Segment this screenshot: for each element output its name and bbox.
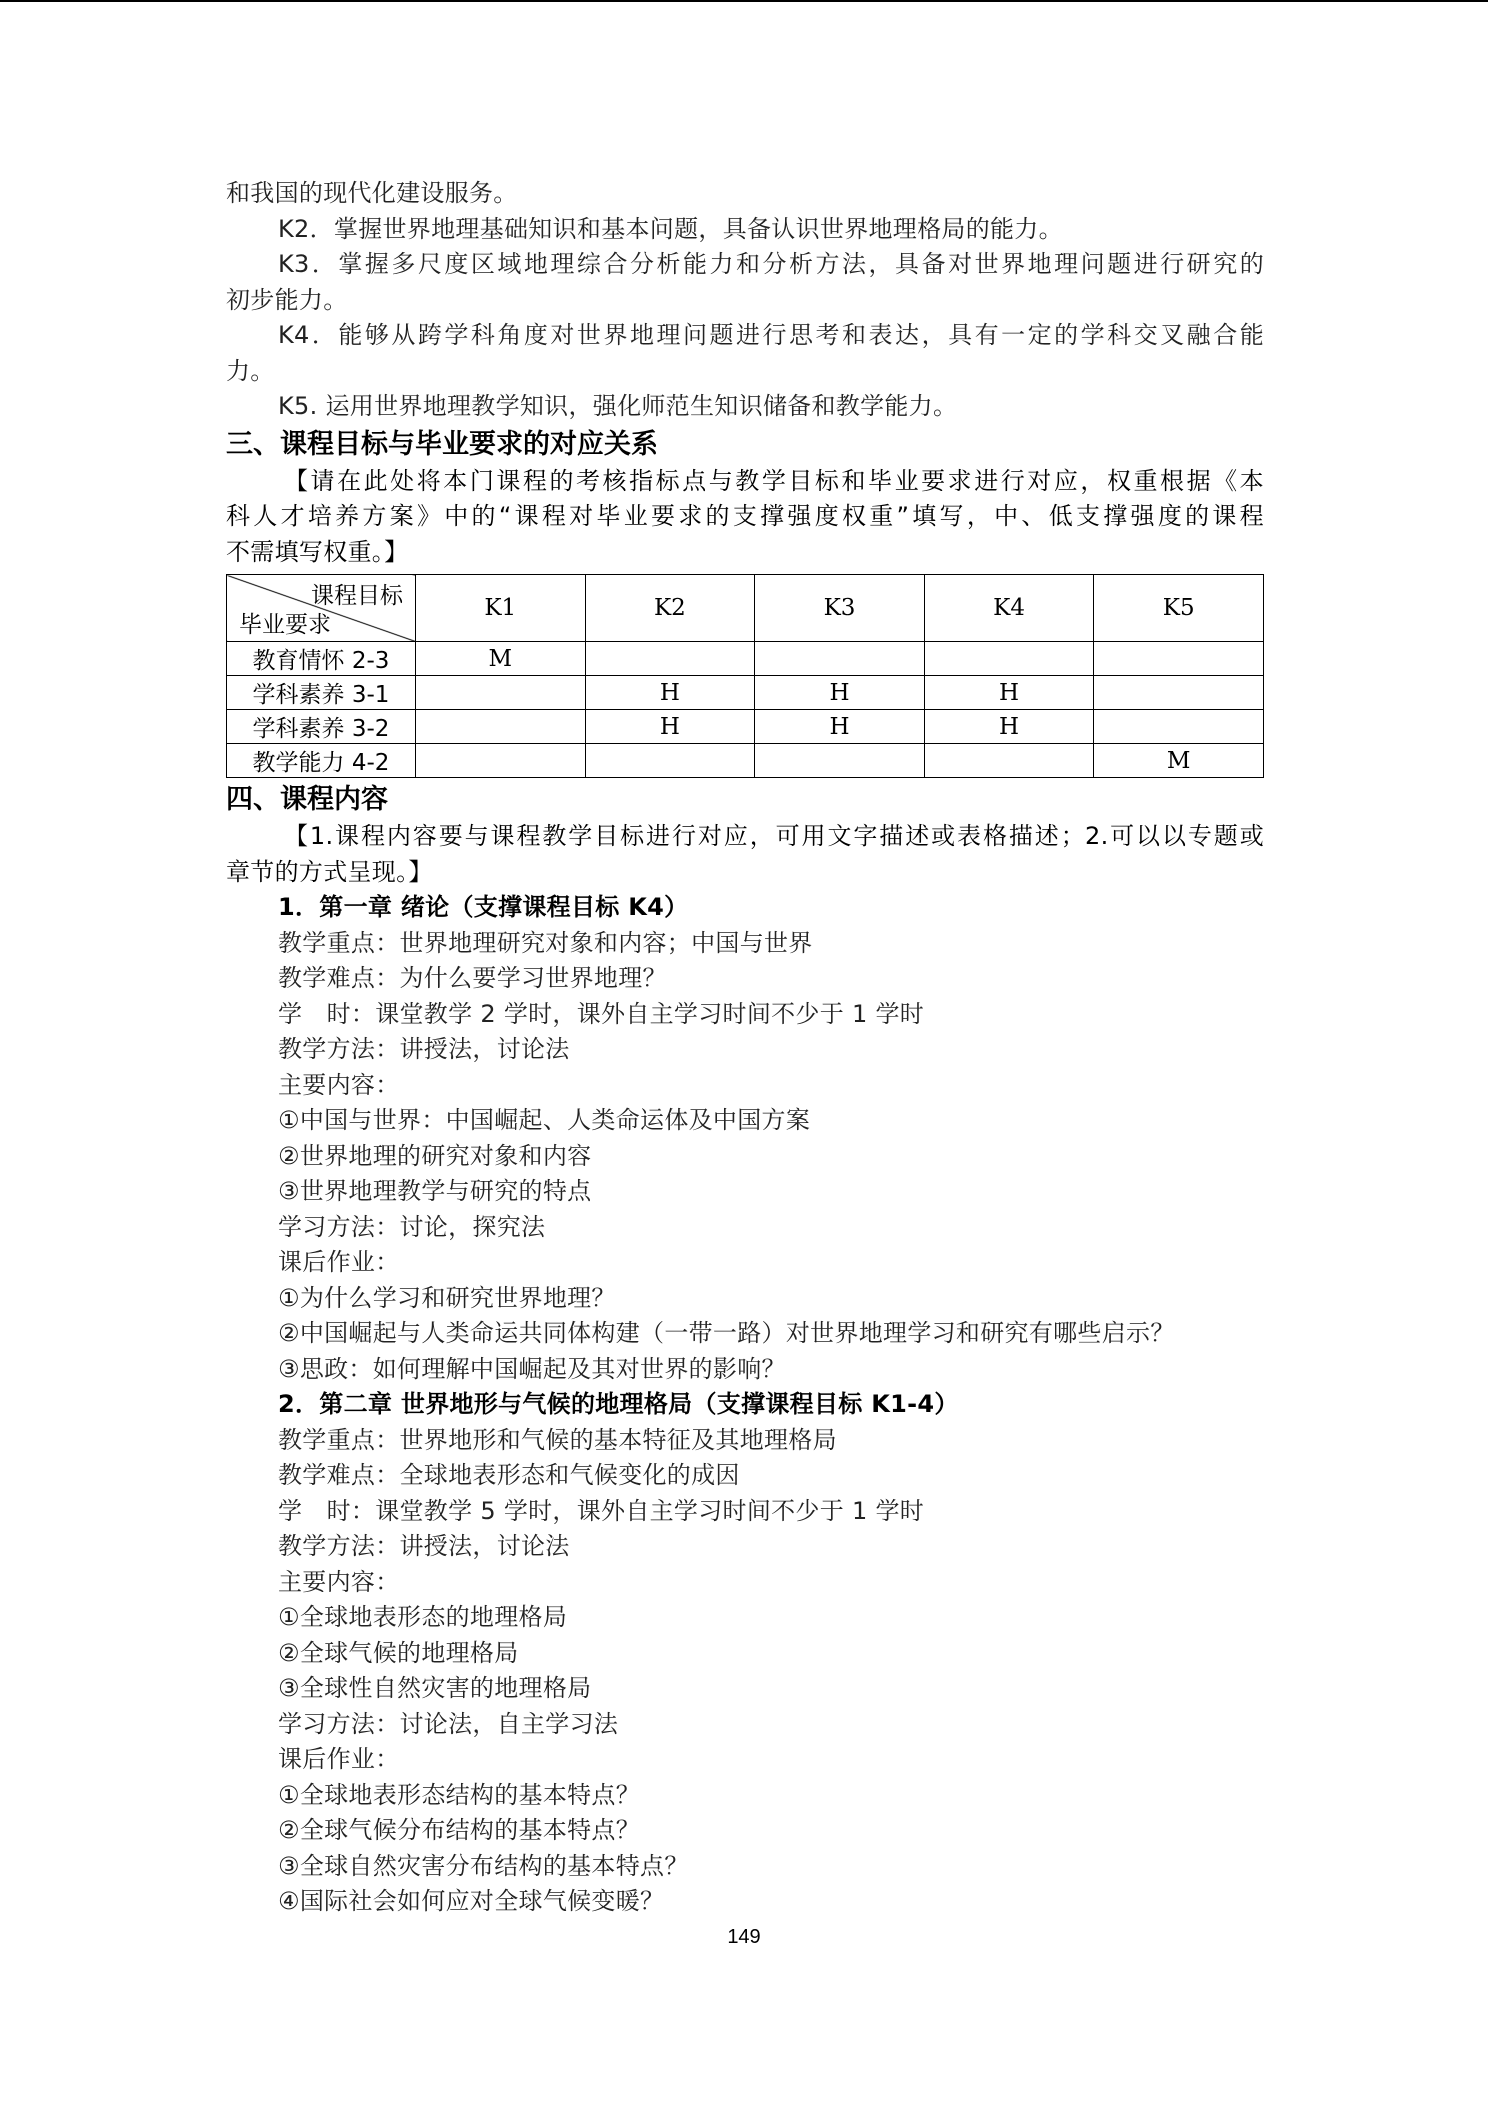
corner-label-objectives: 课程目标 [311,583,403,609]
table-cell [416,710,586,744]
row-label: 学科素养 3-2 [227,710,416,744]
chapter1-line: ②世界地理的研究对象和内容 [278,1141,592,1170]
chapter1-line: ③思政：如何理解中国崛起及其对世界的影响？ [278,1354,786,1383]
row-label: 学科素养 3-1 [227,676,416,710]
objective-k3: K3．掌握多尺度区域地理综合分析能力和分析方法，具备对世界地理问题进行研究的 [278,250,1264,278]
section4-heading: 四、课程内容 [226,784,388,815]
table-cell [1094,676,1264,710]
chapter2-line: ③全球自然灾害分布结构的基本特点？ [278,1851,689,1880]
table-cell: H [755,710,925,744]
objective-k2: K2．掌握世界地理基础知识和基本问题，具备认识世界地理格局的能力。 [278,214,1063,243]
table-cell [1094,642,1264,676]
chapter2-line: 学习方法：讨论法，自主学习法 [278,1709,619,1738]
chapter2-line: ④国际社会如何应对全球气候变暖？ [278,1887,665,1915]
chapter2-line: 主要内容： [278,1567,400,1596]
column-header: K1 [416,575,586,642]
chapter1-line: ②中国崛起与人类命运共同体构建（一带一路）对世界地理学习和研究有哪些启示？ [278,1319,1175,1347]
table-header-row [227,575,1264,642]
table-cell: H [585,710,755,744]
objective-k5: K5. 运用世界地理教学知识，强化师范生知识储备和教学能力。 [278,392,958,420]
chapter2-line: ①全球地表形态结构的基本特点？ [278,1780,641,1809]
table-cell [924,744,1094,778]
column-header: K4 [924,575,1094,642]
column-header: K5 [1094,575,1264,642]
chapter1-line: 学 时：课堂教学 2 学时，课外自主学习时间不少于 1 学时 [278,999,925,1028]
chapter1-line: 教学难点：为什么要学习世界地理？ [278,964,667,992]
table-corner-cell [227,575,416,642]
section4-note-line: 章节的方式呈现。】 [226,857,433,886]
table-cell [924,642,1094,676]
table-cell [755,642,925,676]
table-cell [416,744,586,778]
chapter1-line: ①为什么学习和研究世界地理？ [278,1283,616,1312]
chapter1-title: 1．第一章 绪论（支撑课程目标 K4） [278,893,689,921]
objective-k3-cont: 初步能力。 [226,285,348,314]
table-cell [416,676,586,710]
chapter2-line: 教学方法：讲授法，讨论法 [278,1532,570,1560]
table-cell: M [416,642,586,676]
table-row [227,642,1264,676]
objective-requirement-table [226,574,1264,778]
chapter2-line: 教学难点：全球地表形态和气候变化的成因 [278,1461,740,1489]
table-cell [755,744,925,778]
top-border-line [0,0,1488,2]
chapter1-line: 教学方法：讲授法，讨论法 [278,1035,570,1063]
chapter2-line: ③全球性自然灾害的地理格局 [278,1674,592,1702]
chapter1-line: 学习方法：讨论，探究法 [278,1212,546,1241]
section3-heading: 三、课程目标与毕业要求的对应关系 [226,428,658,460]
row-label: 教学能力 4-2 [227,744,416,778]
table-cell: M [1094,744,1264,778]
objective-k4: K4．能够从跨学科角度对世界地理问题进行思考和表达，具有一定的学科交叉融合能 [278,321,1264,349]
table-row [227,710,1264,744]
chapter1-line: 教学重点：世界地理研究对象和内容；中国与世界 [278,928,813,957]
section3-note-line: 不需填写权重。】 [226,537,409,566]
intro-line: 和我国的现代化建设服务。 [226,179,518,207]
chapter1-line: 主要内容： [278,1070,400,1099]
table-cell: H [924,710,1094,744]
table-cell: H [585,676,755,710]
table-row [227,744,1264,778]
chapter2-line: ②全球气候分布结构的基本特点？ [278,1816,641,1844]
section3-note-line: 【请在此处将本门课程的考核指标点与教学目标和毕业要求进行对应，权重根据《本 [284,466,1264,495]
chapter2-line: 教学重点：世界地形和气候的基本特征及其地理格局 [278,1425,837,1454]
chapter2-line: 学 时：课堂教学 5 学时，课外自主学习时间不少于 1 学时 [278,1496,925,1525]
document-page [226,176,1264,1920]
chapter2-line: ①全球地表形态的地理格局 [278,1603,568,1631]
chapter2-title: 2．第二章 世界地形与气候的地理格局（支撑课程目标 K1-4） [278,1390,959,1418]
chapter1-line: ①中国与世界：中国崛起、人类命运体及中国方案 [278,1106,811,1134]
table-cell [1094,710,1264,744]
section3-note-line: 科人才培养方案》中的“课程对毕业要求的支撑强度权重”填写，中、低支撑强度的课程 [226,502,1264,530]
chapter2-line: ②全球气候的地理格局 [278,1638,519,1667]
row-label: 教育情怀 2-3 [227,642,416,676]
table-cell [585,744,755,778]
objective-k4-cont: 力。 [226,356,275,385]
column-header: K3 [755,575,925,642]
table-cell: H [924,676,1094,710]
page-number: 149 [727,1926,761,1948]
corner-label-requirements: 毕业要求 [239,612,331,638]
table-cell [585,642,755,676]
table-row [227,676,1264,710]
table-cell: H [755,676,925,710]
chapter1-line: ③世界地理教学与研究的特点 [278,1177,592,1205]
chapter1-line: 课后作业： [278,1248,400,1276]
section4-note-line: 【1.课程内容要与课程教学目标进行对应，可用文字描述或表格描述；2.可以以专题或 [284,822,1264,850]
column-header: K2 [585,575,755,642]
chapter2-line: 课后作业： [278,1745,400,1773]
